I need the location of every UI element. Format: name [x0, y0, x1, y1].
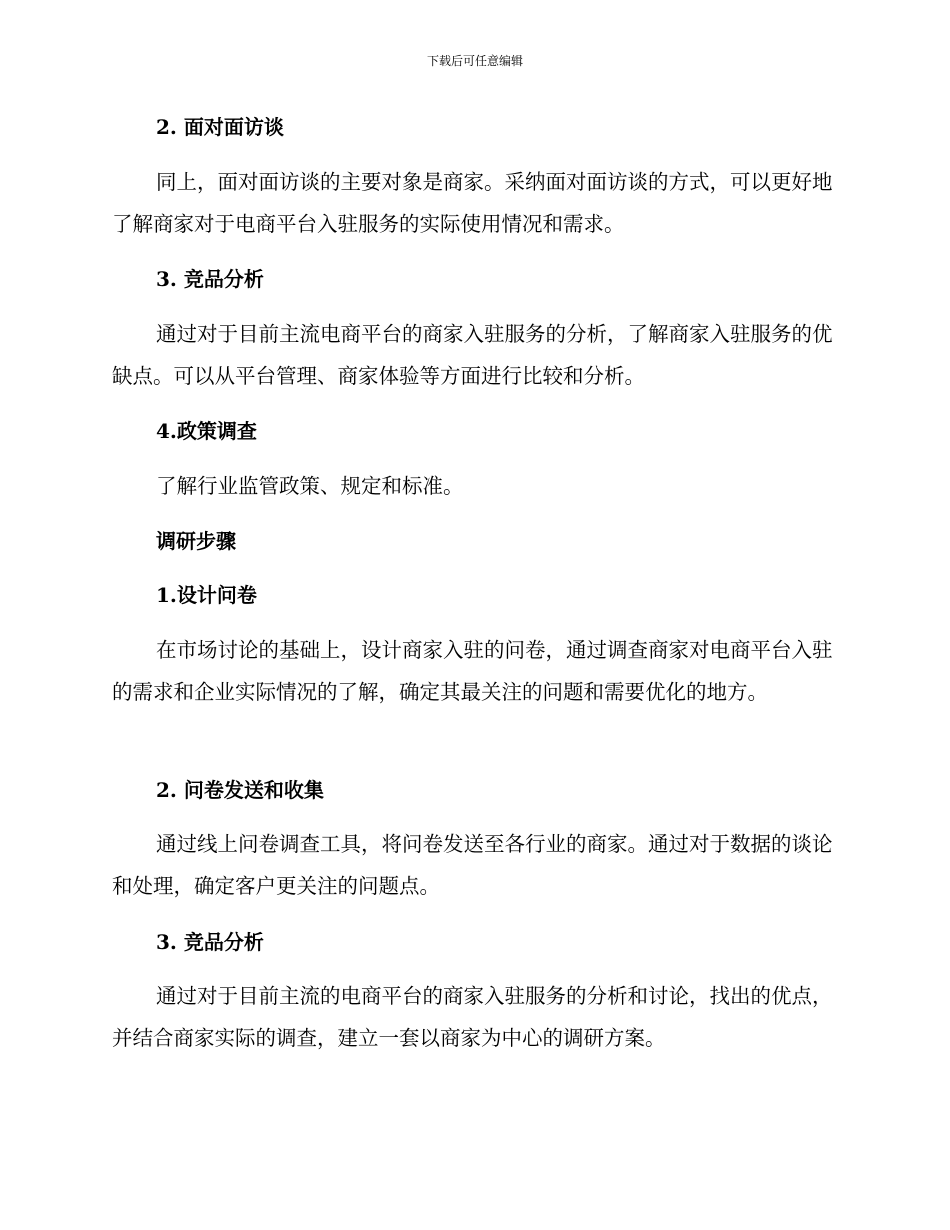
paragraph: 同上，面对面访谈的主要对象是商家。采纳面对面访谈的方式，可以更好地了解商家对于电商平台入驻服务的实际使用情况和需求。: [112, 170, 833, 236]
section-heading: 1.设计问卷: [156, 583, 257, 607]
section-heading: 3. 竞品分析: [156, 930, 264, 954]
section-heading: 4.政策调查: [156, 419, 257, 443]
page-header: 下载后可任意编辑: [426, 54, 523, 68]
paragraph: 通过线上问卷调查工具，将问卷发送至各行业的商家。通过对于数据的谈论和处理，确定客户更关注的问题点。: [112, 832, 833, 898]
section-heading: 调研步骤: [156, 529, 236, 553]
section-heading: 3. 竞品分析: [156, 267, 264, 291]
section-heading: 2. 面对面访谈: [156, 115, 284, 139]
paragraph: 了解行业监管政策、规定和标准。: [156, 474, 464, 498]
paragraph: 在市场讨论的基础上，设计商家入驻的问卷，通过调查商家对电商平台入驻的需求和企业实际情况的了解，确定其最关注的问题和需要优化的地方。: [112, 638, 833, 704]
paragraph: 通过对于目前主流的电商平台的商家入驻服务的分析和讨论，找出的优点，并结合商家实际的调查，建立一套以商家为中心的调研方案。: [112, 984, 833, 1050]
paragraph: 通过对于目前主流电商平台的商家入驻服务的分析，了解商家入驻服务的优缺点。可以从平台管理、商家体验等方面进行比较和分析。: [112, 322, 833, 388]
section-heading: 2. 问卷发送和收集: [156, 778, 324, 802]
